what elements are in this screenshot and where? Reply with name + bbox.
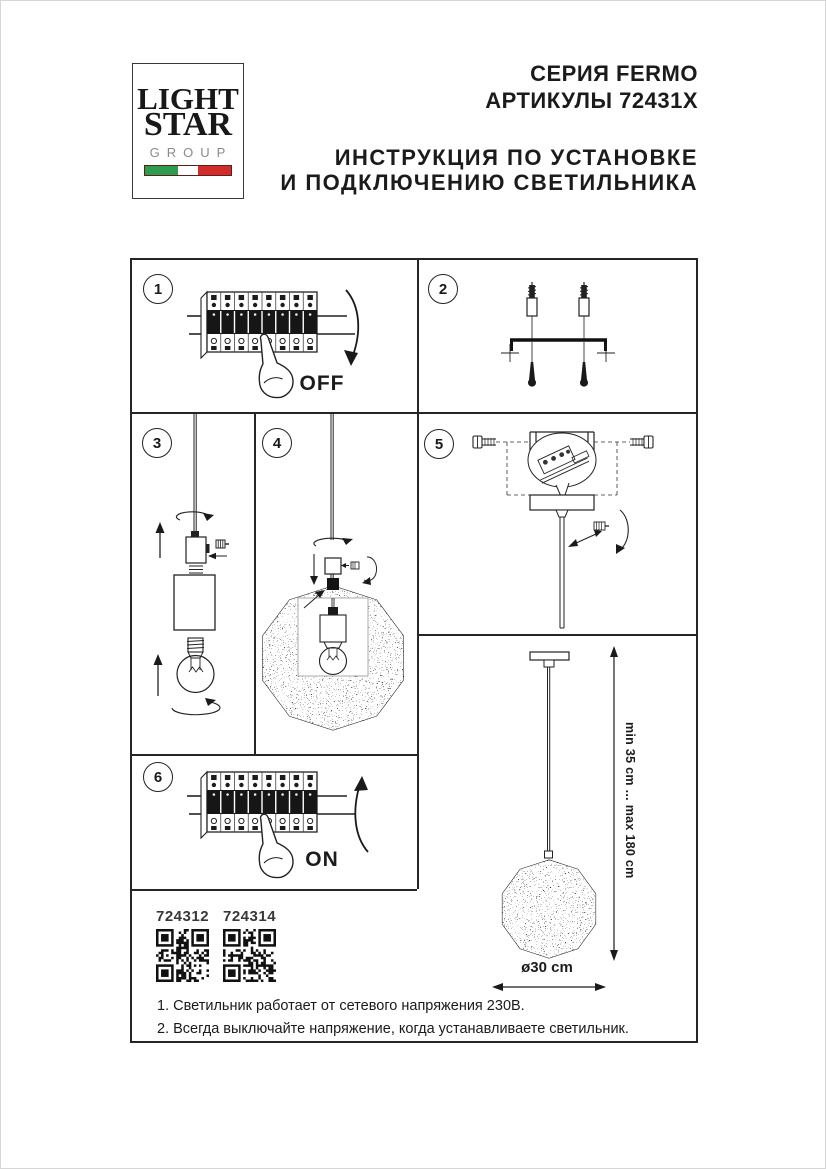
shade-icon xyxy=(263,578,404,730)
magnifier-balloon xyxy=(528,433,596,501)
flag-red xyxy=(198,166,231,175)
divider-panel5-bottom xyxy=(417,634,696,636)
flag-white xyxy=(178,166,199,175)
mounting-bar-icon xyxy=(501,340,615,362)
canopy-icon xyxy=(530,495,594,510)
instruction-title-line2: И ПОДКЛЮЧЕНИЮ СВЕТИЛЬНИКА xyxy=(280,170,698,195)
socket-assembly-diagram xyxy=(148,412,240,718)
flag-green xyxy=(145,166,178,175)
arrow-down-icon xyxy=(338,288,370,372)
divider-panel6-top xyxy=(132,754,417,756)
header xyxy=(280,60,698,195)
safety-notes xyxy=(157,995,629,1041)
lightstar-logo xyxy=(132,63,244,199)
note-line-2: 2. Всегда выключайте напряжение, когда устанавливаете светильник. xyxy=(157,1021,629,1037)
double-arrow-icon xyxy=(574,534,596,544)
arrow-up-icon xyxy=(342,772,374,856)
arrow-up-icon xyxy=(156,522,165,533)
height-dimension-line xyxy=(610,646,618,961)
articles-title: АРТИКУЛЫ 72431X xyxy=(485,88,698,113)
instruction-title-line1: ИНСТРУКЦИЯ ПО УСТАНОВКЕ xyxy=(334,145,698,170)
rotate-arrow-icon xyxy=(620,510,628,550)
off-label: OFF xyxy=(299,372,345,395)
bulb-icon xyxy=(177,638,214,693)
bolt-icon xyxy=(473,436,496,448)
set-screw-icon xyxy=(208,540,229,559)
mounting-anchors-diagram xyxy=(487,278,622,403)
set-screw-icon xyxy=(594,522,609,530)
on-label: ON xyxy=(305,848,339,871)
wall-plug-icon xyxy=(579,282,589,339)
step-2-badge: 2 xyxy=(428,274,458,304)
series-title: СЕРИЯ FERMO xyxy=(530,61,698,86)
bolt-icon xyxy=(630,436,653,448)
rotate-arrow-icon xyxy=(364,557,377,581)
diameter-dimension-line xyxy=(492,983,606,991)
note-line-1: 1. Светильник работает от сетевого напряжения 230В. xyxy=(157,998,525,1014)
height-range-label: min 35 cm ... max 180 cm xyxy=(623,721,637,879)
article-number-724314: 724314 xyxy=(223,908,277,925)
italian-flag-icon xyxy=(144,165,232,176)
step-1-badge: 1 xyxy=(143,274,173,304)
rotate-arrow-icon xyxy=(176,512,208,520)
step-3-badge: 3 xyxy=(142,428,172,458)
logo-star: STAR xyxy=(143,106,233,144)
lamp-holder-icon xyxy=(174,575,215,630)
canopy-mounting-diagram xyxy=(468,424,658,634)
diameter-label: ø30 cm xyxy=(521,959,573,976)
arrow-down-icon xyxy=(310,576,318,585)
cord-grip-icon xyxy=(186,537,206,563)
cord-lock-icon xyxy=(325,558,341,574)
screw-icon xyxy=(528,362,588,387)
rotate-arrow-icon xyxy=(172,702,220,715)
logo-group: GROUP xyxy=(149,145,233,161)
article-number-724312: 724312 xyxy=(156,908,210,925)
step-5-badge: 5 xyxy=(424,429,454,459)
shade-icon xyxy=(502,860,595,958)
arrow-up-icon xyxy=(154,654,163,665)
qr-code-724312 xyxy=(156,929,209,982)
set-screw-icon xyxy=(341,562,359,569)
divider-vertical-main xyxy=(417,260,419,889)
ceiling-plate-icon xyxy=(530,652,569,660)
step-6-badge: 6 xyxy=(143,762,173,792)
step-4-badge: 4 xyxy=(262,428,292,458)
instruction-diagram-box xyxy=(130,258,698,1043)
logo-light: LIGHT xyxy=(137,80,239,116)
shade-assembly-diagram xyxy=(254,412,416,738)
qr-code-724314 xyxy=(223,929,276,982)
wall-plug-icon xyxy=(527,282,537,339)
